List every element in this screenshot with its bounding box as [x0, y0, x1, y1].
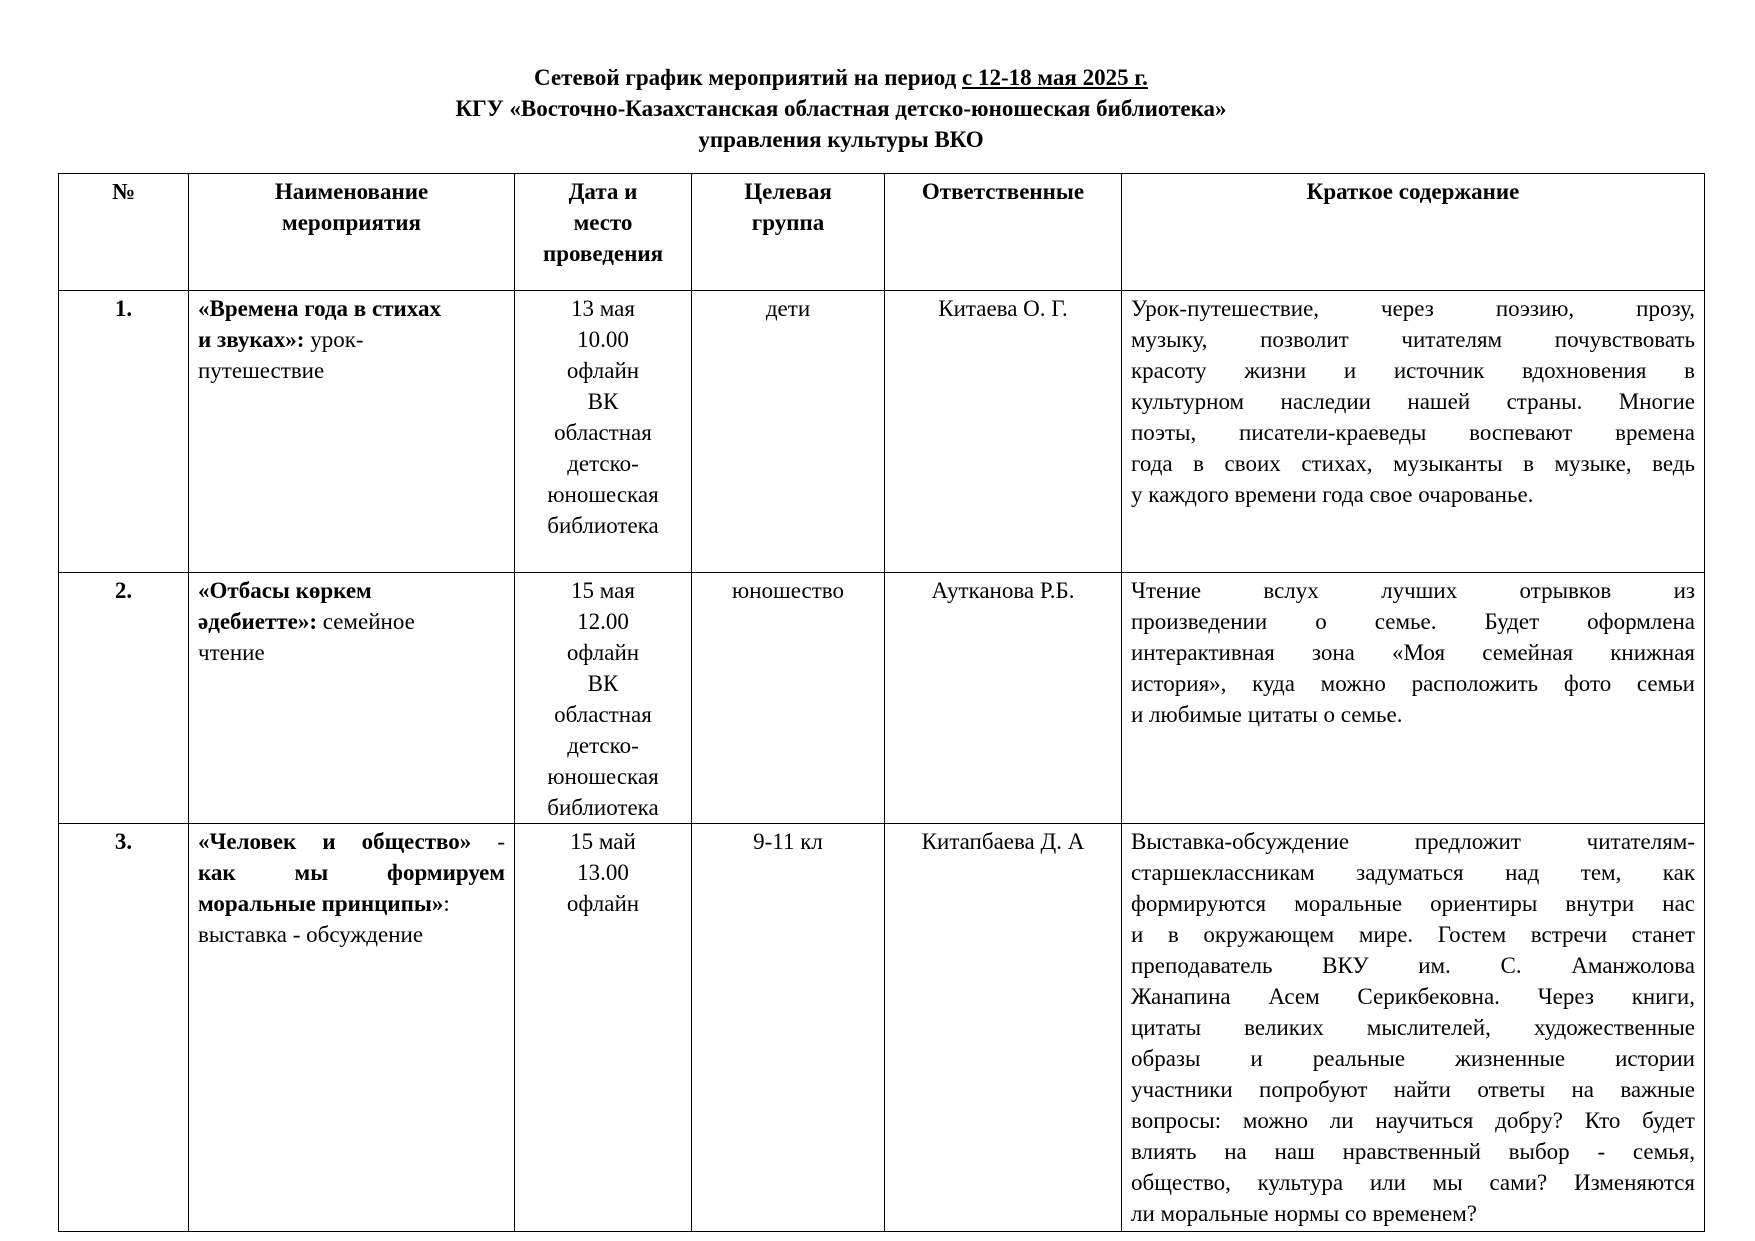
document-header — [0, 62, 1682, 155]
summary-line: и любимые цитаты о семье. — [1131, 702, 1403, 727]
event-name — [189, 573, 515, 824]
format-line: офлайн — [566, 640, 640, 665]
summary-line: формируются моральные ориентиры внутри нас — [1131, 891, 1695, 916]
summary-line: поэты, писатели-краеведы воспевают времена — [1131, 420, 1695, 445]
event-title-bold: моральные принципы» — [198, 891, 444, 916]
column-header-date-line: Дата и — [568, 179, 638, 204]
table-row — [59, 573, 1705, 824]
event-summary — [1122, 573, 1705, 824]
event-title-dash: - — [471, 829, 505, 854]
row-number: 2. — [59, 573, 189, 824]
place-line: детско- — [567, 733, 639, 758]
event-title-bold: «Времена года в стихах — [198, 296, 441, 321]
event-title-bold: «Отбасы көркем — [198, 578, 372, 603]
summary-line: старшеклассникам задуматься над тем, как — [1131, 860, 1695, 885]
row-number: 3. — [59, 824, 189, 1232]
summary-line: влиять на наш нравственный выбор - семья, — [1131, 1139, 1695, 1164]
column-header-group-line: группа — [751, 210, 825, 235]
responsible-person: Аутканова Р.Б. — [885, 573, 1122, 824]
header-period: с 12-18 мая 2025 г. — [962, 65, 1148, 90]
place-line: юношеская — [547, 764, 659, 789]
event-date-place — [515, 824, 692, 1232]
table-row — [59, 291, 1705, 573]
summary-line: у каждого времени года свое очарованье. — [1131, 482, 1534, 507]
place-line: юношеская — [547, 482, 659, 507]
row-number: 1. — [59, 291, 189, 573]
column-header-group-line: Целевая — [744, 179, 832, 204]
event-format: путешествие — [198, 358, 325, 383]
column-header-date-line: проведения — [542, 241, 664, 266]
summary-line: и в окружающем мире. Гостем встречи станет — [1131, 922, 1695, 947]
event-title-colon: : — [443, 891, 450, 916]
column-header-date-line: место — [573, 210, 633, 235]
summary-line: история», куда можно расположить фото семьи — [1131, 671, 1695, 696]
summary-line: красоту жизни и источник вдохновения в — [1131, 358, 1695, 383]
place-line: областная — [554, 420, 652, 445]
column-header-responsible: Ответственные — [885, 174, 1122, 291]
place-line: областная — [554, 702, 652, 727]
responsible-person: Китапбаева Д. А — [885, 824, 1122, 1232]
summary-line: Выставка-обсуждение предложит читателям- — [1131, 829, 1695, 854]
header-title-text: Сетевой график мероприятий на период — [534, 65, 963, 90]
summary-line: Урок-путешествие, через поэзию, прозу, — [1131, 296, 1695, 321]
table-header-row — [59, 174, 1705, 291]
event-title-bold: «Человек и общество» — [198, 829, 472, 854]
event-name — [189, 824, 515, 1232]
date-line: 15 мая — [571, 578, 635, 603]
target-group: юношество — [692, 573, 885, 824]
header-line-2: КГУ «Восточно-Казахстанская областная детско-юношеская библиотека» — [455, 96, 1227, 121]
header-line-3: управления культуры ВКО — [698, 127, 984, 152]
events-schedule-table — [58, 173, 1705, 1232]
summary-line: цитаты великих мыслителей, художественные — [1131, 1015, 1695, 1040]
summary-line: ли моральные нормы со временем? — [1131, 1201, 1477, 1226]
summary-line: преподаватель ВКУ им. С. Аманжолова — [1131, 953, 1695, 978]
target-group: 9-11 кл — [692, 824, 885, 1232]
summary-line: культурном наследии нашей страны. Многие — [1131, 389, 1695, 414]
event-format: урок- — [304, 327, 364, 352]
date-line: 13 мая — [571, 296, 635, 321]
column-header-name-line: Наименование — [274, 179, 429, 204]
table-row — [59, 824, 1705, 1232]
column-header-summary: Краткое содержание — [1122, 174, 1705, 291]
event-summary — [1122, 824, 1705, 1232]
time-line: 12.00 — [577, 609, 629, 634]
column-header-name — [189, 174, 515, 291]
summary-line: Жанапина Асем Серикбековна. Через книги, — [1131, 984, 1695, 1009]
event-format: чтение — [198, 640, 265, 665]
place-line: библиотека — [547, 513, 659, 538]
summary-line: Чтение вслух лучших отрывков из — [1131, 578, 1695, 603]
time-line: 13.00 — [577, 860, 629, 885]
summary-line: музыку, позволит читателям почувствовать — [1131, 327, 1695, 352]
responsible-person: Китаева О. Г. — [885, 291, 1122, 573]
event-title-bold: и звуках»: — [198, 327, 305, 352]
summary-line: участники попробуют найти ответы на важные — [1131, 1077, 1695, 1102]
time-line: 10.00 — [577, 327, 629, 352]
event-name — [189, 291, 515, 573]
event-title-bold: как мы формируем — [198, 860, 505, 885]
summary-line: интерактивная зона «Моя семейная книжная — [1131, 640, 1695, 665]
place-line: ВК — [587, 389, 619, 414]
place-line: библиотека — [547, 795, 659, 820]
summary-line: общество, культура или мы сами? Изменяются — [1131, 1170, 1695, 1195]
event-date-place — [515, 573, 692, 824]
summary-line: произведении о семье. Будет оформлена — [1131, 609, 1695, 634]
summary-line: года в своих стихах, музыканты в музыке, ведь — [1131, 451, 1695, 476]
place-line: детско- — [567, 451, 639, 476]
event-format: выставка - обсуждение — [198, 922, 424, 947]
event-format: семейное — [316, 609, 415, 634]
header-line-1 — [0, 62, 1682, 93]
summary-line: образы и реальные жизненные истории — [1131, 1046, 1695, 1071]
column-header-date — [515, 174, 692, 291]
event-title-bold: әдебиетте»: — [198, 609, 317, 634]
column-header-group — [692, 174, 885, 291]
date-line: 15 май — [570, 829, 636, 854]
summary-line: вопросы: можно ли научиться добру? Кто будет — [1131, 1108, 1695, 1133]
column-header-num: № — [59, 174, 189, 291]
format-line: офлайн — [566, 891, 640, 916]
place-line: ВК — [587, 671, 619, 696]
event-date-place — [515, 291, 692, 573]
format-line: офлайн — [566, 358, 640, 383]
event-summary — [1122, 291, 1705, 573]
target-group: дети — [692, 291, 885, 573]
column-header-name-line: мероприятия — [282, 210, 421, 235]
